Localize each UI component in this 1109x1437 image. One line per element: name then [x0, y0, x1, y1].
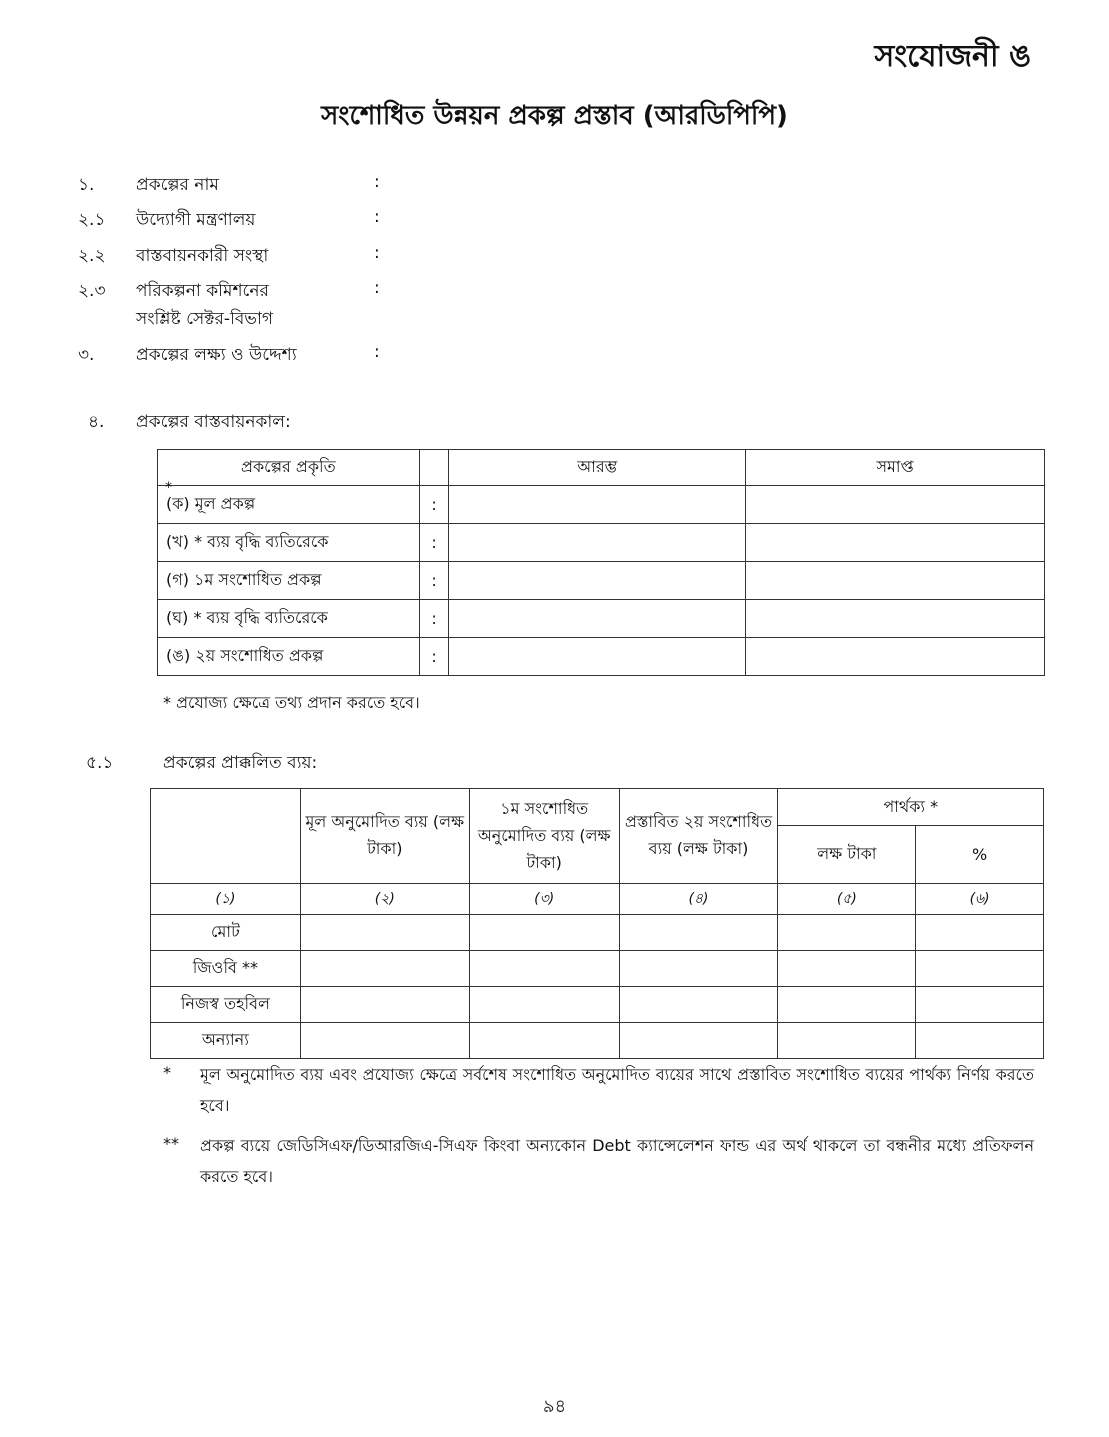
start-date-cell[interactable] [449, 600, 746, 638]
footnote-text: প্রকল্প ব্যয়ে জেডিসিএফ/ডিআরজিএ-সিএফ কিংবা অন্যকোন Debt ক্যান্সেলেশন ফান্ড এর অর্থ থাকলে তা বন্ধনীর মধ্যে প্রতিফলন করতে হবে। [200, 1136, 1034, 1186]
value-cell[interactable] [916, 1023, 1044, 1059]
header-first-revised-cost: ১ম সংশোধিত অনুমোদিত ব্যয় (লক্ষ টাকা) [469, 789, 619, 884]
header-blank [151, 789, 301, 884]
info-label-objectives: প্রকল্পের লক্ষ্য ও উদ্দেশ্য [136, 345, 297, 365]
table-header-row [158, 450, 1045, 486]
header-blank [419, 450, 449, 486]
row-label-cell [158, 480, 420, 524]
value-cell[interactable] [469, 987, 619, 1023]
header-end: সমাপ্ত [746, 450, 1045, 486]
end-date-cell[interactable] [746, 562, 1045, 600]
row-colon: : [419, 600, 449, 638]
row-label: (ঘ) * ব্যয় বৃদ্ধি ব্যতিরেকে [158, 600, 420, 638]
row-label: জিওবি ** [151, 951, 301, 987]
value-cell[interactable] [778, 951, 916, 987]
col-number: (৪) [619, 884, 778, 915]
row-label: (ঙ) ২য় সংশোধিত প্রকল্প [158, 638, 420, 676]
table-row [151, 1023, 1044, 1059]
row-colon: : [419, 524, 449, 562]
info-label-agency: বাস্তবায়নকারী সংস্থা [136, 246, 269, 266]
value-cell[interactable] [619, 915, 778, 951]
end-date-cell[interactable] [746, 638, 1045, 676]
info-label-project-name: প্রকল্পের নাম [136, 175, 219, 195]
info-num: ২.২ [78, 246, 106, 266]
info-num: ২.১ [78, 210, 106, 230]
implementation-period-table [157, 449, 1045, 676]
row-label: (ক) মূল প্রকল্প [166, 494, 256, 513]
header-original-cost: মূল অনুমোদিত ব্যয় (লক্ষ টাকা) [300, 789, 469, 884]
info-label-ministry: উদ্যোগী মন্ত্রণালয় [136, 210, 256, 230]
end-date-cell[interactable] [746, 600, 1045, 638]
table-header-row [151, 789, 1044, 826]
end-date-cell[interactable] [746, 486, 1045, 524]
section-4-heading: প্রকল্পের বাস্তবায়নকাল: [136, 412, 291, 432]
page-number: ৯৪ [542, 1396, 567, 1417]
footnote-text: মূল অনুমোদিত ব্যয় এবং প্রযোজ্য ক্ষেত্রে সর্বশেষ সংশোধিত অনুমোদিত ব্যয়ের সাথে প্রস্তাবিত সংশোধিত ব্যয়ের পার্থক্য নির্ণয় করতে হবে। [200, 1065, 1034, 1115]
info-label-planning-commission: পরিকল্পনা কমিশনের [136, 281, 269, 301]
info-colon: : [374, 243, 380, 263]
table-row [151, 951, 1044, 987]
value-cell[interactable] [300, 987, 469, 1023]
star-mark: * [165, 480, 172, 496]
table-row [158, 638, 1045, 676]
table-row [158, 486, 1045, 524]
row-label: মোট [151, 915, 301, 951]
header-project-nature: প্রকল্পের প্রকৃতি [158, 450, 420, 486]
table-row [151, 915, 1044, 951]
row-label: (গ) ১ম সংশোধিত প্রকল্প [158, 562, 420, 600]
value-cell[interactable] [778, 915, 916, 951]
value-cell[interactable] [916, 951, 1044, 987]
row-label: নিজস্ব তহবিল [151, 987, 301, 1023]
value-cell[interactable] [619, 951, 778, 987]
info-colon: : [374, 207, 380, 227]
annex-label: সংযোজনী ঙ [874, 39, 1031, 74]
column-number-row [151, 884, 1044, 915]
info-num: ২.৩ [78, 281, 106, 301]
value-cell[interactable] [469, 915, 619, 951]
start-date-cell[interactable] [449, 486, 746, 524]
col-number: (৫) [778, 884, 916, 915]
value-cell[interactable] [300, 1023, 469, 1059]
value-cell[interactable] [469, 1023, 619, 1059]
header-difference: পার্থক্য * [778, 789, 1044, 826]
page-title: সংশোধিত উন্নয়ন প্রকল্প প্রস্তাব (আরডিপিপি) [321, 101, 788, 131]
row-colon: : [419, 562, 449, 600]
info-colon: : [374, 342, 380, 362]
col-number: (৬) [916, 884, 1044, 915]
col-number: (২) [300, 884, 469, 915]
value-cell[interactable] [778, 1023, 916, 1059]
info-colon: : [374, 278, 380, 298]
info-label-sector-division: সংশ্লিষ্ট সেক্টর-বিভাগ [136, 309, 274, 329]
info-colon: : [374, 172, 380, 192]
footnote-mark: * [163, 1063, 171, 1082]
value-cell[interactable] [619, 987, 778, 1023]
value-cell[interactable] [916, 987, 1044, 1023]
value-cell[interactable] [300, 915, 469, 951]
value-cell[interactable] [916, 915, 1044, 951]
start-date-cell[interactable] [449, 524, 746, 562]
header-proposed-second-revised-cost: প্রস্তাবিত ২য় সংশোধিত ব্যয় (লক্ষ টাকা) [619, 789, 778, 884]
col-number: (১) [151, 884, 301, 915]
header-start: আরম্ভ [449, 450, 746, 486]
row-label: অন্যান্য [151, 1023, 301, 1059]
header-difference-amount: লক্ষ টাকা [778, 826, 916, 884]
row-label: (খ) * ব্যয় বৃদ্ধি ব্যতিরেকে [158, 524, 420, 562]
row-colon: : [419, 638, 449, 676]
table-row [158, 524, 1045, 562]
table-row [158, 600, 1045, 638]
section-51-number: ৫.১ [86, 753, 114, 773]
section-51-heading: প্রকল্পের প্রাক্কলিত ব্যয়: [163, 753, 318, 773]
value-cell[interactable] [469, 951, 619, 987]
start-date-cell[interactable] [449, 638, 746, 676]
table-row [151, 987, 1044, 1023]
value-cell[interactable] [619, 1023, 778, 1059]
estimated-cost-table [150, 788, 1044, 1059]
section-4-number: ৪. [88, 412, 105, 432]
row-colon: : [419, 486, 449, 524]
end-date-cell[interactable] [746, 524, 1045, 562]
start-date-cell[interactable] [449, 562, 746, 600]
header-difference-percent: % [916, 826, 1044, 884]
info-num: ১. [78, 175, 95, 195]
info-num: ৩. [78, 345, 95, 365]
section-4-note: * প্রযোজ্য ক্ষেত্রে তথ্য প্রদান করতে হবে। [163, 693, 420, 712]
value-cell[interactable] [778, 987, 916, 1023]
value-cell[interactable] [300, 951, 469, 987]
footnote-mark: ** [163, 1134, 179, 1153]
table-row [158, 562, 1045, 600]
col-number: (৩) [469, 884, 619, 915]
